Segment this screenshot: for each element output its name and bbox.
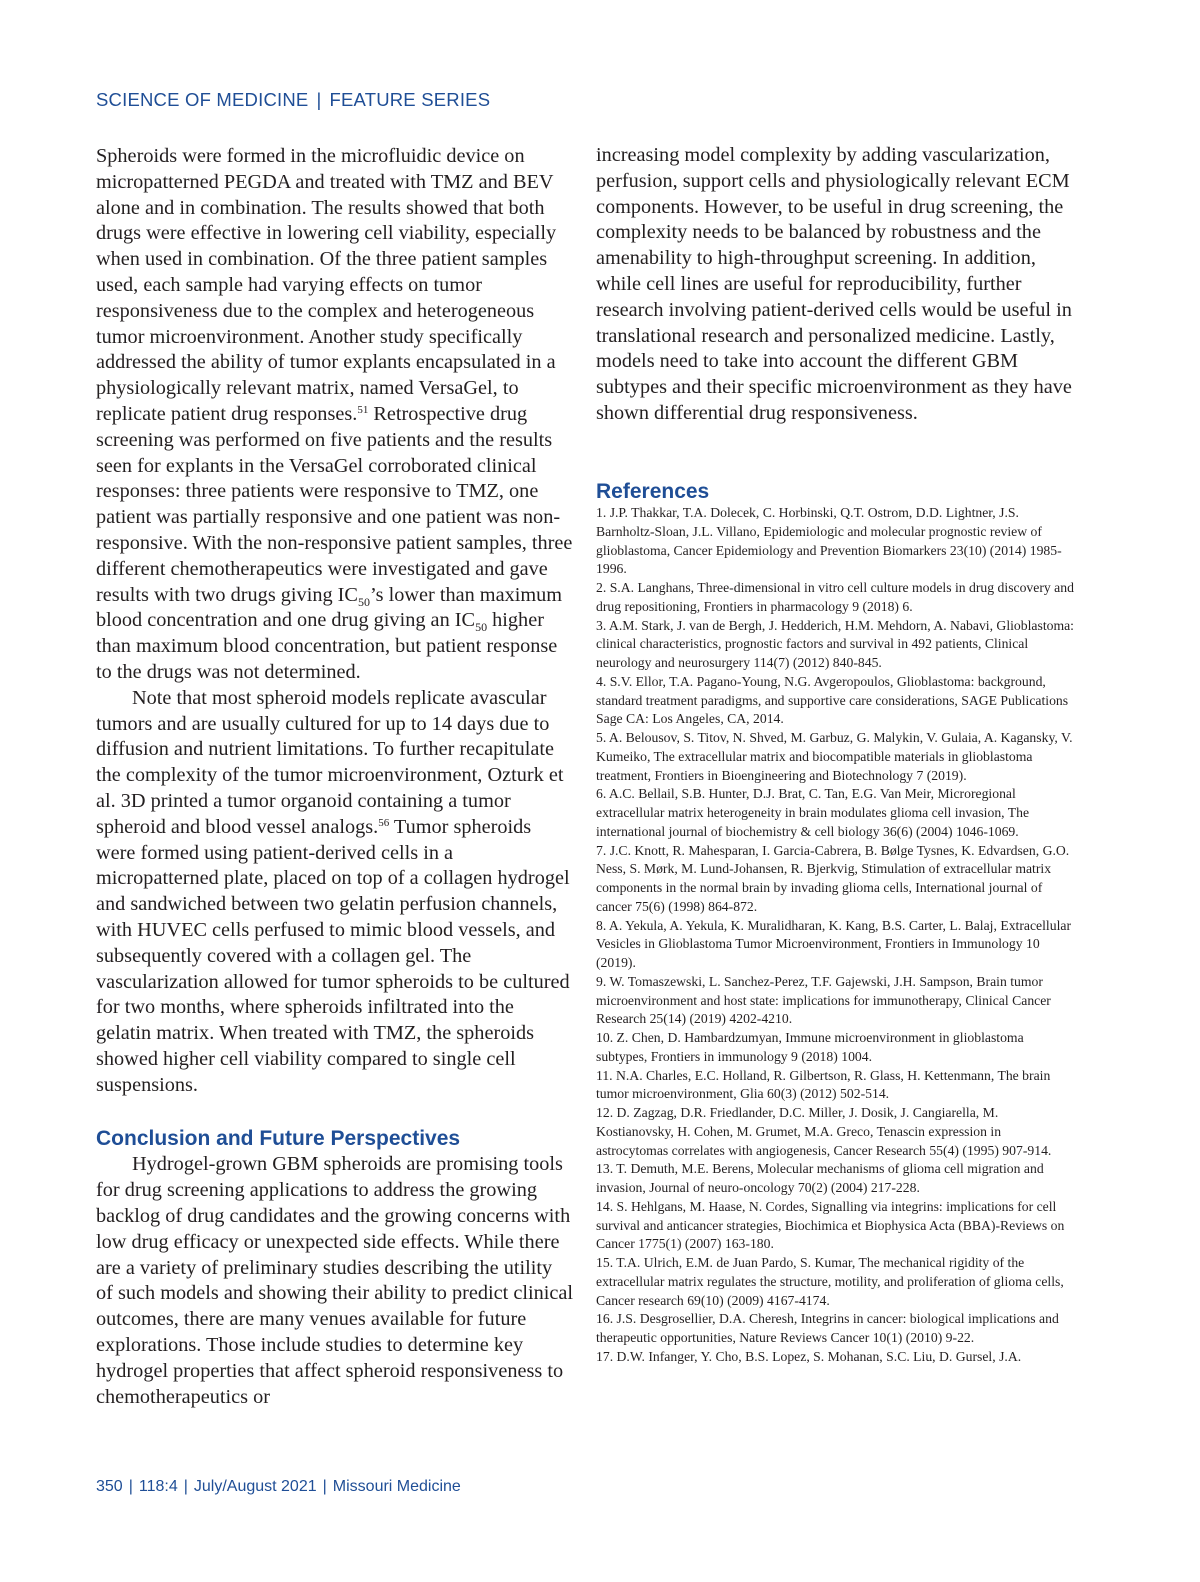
header-series: FEATURE SERIES — [329, 89, 491, 110]
reference-item: 17. D.W. Infanger, Y. Cho, B.S. Lopez, S. Mohanan, S.C. Liu, D. Gursel, J.A. — [596, 1348, 1022, 1364]
reference-item: 7. J.C. Knott, R. Mahesparan, I. Garcia-Cabrera, B. Bølge Tysnes, K. Edvardsen, G.O. Ness, S. Mørk, M. Lund-Johansen, R. Bjerkvig, Stimulation of extracellular matrix components in the normal brain by invading glioma cells, International journal of cancer 75(6) (1998) 864-872. — [596, 842, 1070, 914]
page-number: 350 — [96, 1478, 123, 1495]
body-text: Spheroids were formed in the microfluidic device on micropatterned PEGDA and treated with TMZ and BEV alone and in combination. The results showed that both drugs were effective in lowering cell viability, especially when used in combination. Of the three patient samples used, each sample had varying effects on tumor responsiveness due to the complex and heterogeneous tumor microenvironment. Another study specifically addressed the ability of tumor explants encapsulated in a physiologically relevant matrix, named VersaGel, to replicate patient drug responses. — [96, 145, 557, 425]
body-text: ’s lower than maximum blood concentration and one drug giving an IC — [96, 583, 563, 632]
conclusion-heading: Conclusion and Future Perspectives — [96, 1127, 461, 1151]
references-list — [596, 504, 1076, 1367]
paragraph-conclusion: Hydrogel-grown GBM spheroids are promising tools for drug screening applications to address the growing backlog of drug candidates and the growing concerns with low drug efficacy or unexpected side effects. While there are a variety of preliminary studies describing the utility of such models and showing their ability to predict clinical outcomes, there are many venues available for future explorations. Those include studies to determine key hydrogel properties that affect spheroid responsiveness to chemotherapeutics or — [96, 1153, 574, 1408]
body-text: Note that most spheroid models replicate avascular tumors and are usually cultured for up to 14 days due to diffusion and nutrient limitations. To further recapitulate the complexity of the tumor microenvironment, Ozturk et al. 3D printed a tumor organoid containing a tumor spheroid and blood vessel analogs. — [96, 686, 564, 838]
footer-separator: | — [128, 1478, 133, 1495]
reference-item: 1. J.P. Thakkar, T.A. Dolecek, C. Horbinski, Q.T. Ostrom, D.D. Lightner, J.S. Barnholtz-Sloan, J.L. Villano, Epidemiologic and molecular prognostic review of glioblastoma, Cancer Epidemiology and Prevention Biomarkers 23(10) (2014) 1985-1996. — [596, 505, 1062, 577]
reference-item: 9. W. Tomaszewski, L. Sanchez-Perez, T.F. Gajewski, J.H. Sampson, Brain tumor microenvironment and host state: implications for immunotherapy, Clinical Cancer Research 25(14) (2019) 4202-4210. — [596, 973, 1051, 1027]
reference-item: 16. J.S. Desgrosellier, D.A. Cheresh, Integrins in cancer: biological implications and therapeutic opportunities, Nature Reviews Cancer 10(1) (2010) 9-22. — [596, 1311, 1059, 1345]
paragraph-spheroids — [96, 144, 574, 686]
left-column — [96, 144, 574, 1410]
reference-item: 4. S.V. Ellor, T.A. Pagano-Young, N.G. Avgeropoulos, Glioblastoma: background, standard treatment paradigms, and supportive care considerations, SAGE Publications Sage CA: Los Angeles, CA, 2014. — [596, 673, 1069, 727]
body-text: Tumor spheroids were formed using patient-derived cells in a micropatterned plate, placed on top of a collagen hydrogel and sandwiched between two gelatin perfusion channels, with HUVEC cells perfused to mimic blood vessels, and subsequently covered with a collagen gel. The vascularization allowed for tumor spheroids to be cultured for two months, where spheroids infiltrated into the gelatin matrix. When treated with TMZ, the spheroids showed higher cell viability compared to single cell suspensions. — [96, 815, 570, 1096]
references-heading: References — [596, 480, 710, 503]
issue-number: 118:4 — [138, 1478, 178, 1495]
header-separator: | — [316, 89, 322, 110]
footer-separator: | — [183, 1478, 188, 1495]
issue-date: July/August 2021 — [193, 1478, 317, 1495]
reference-item: 13. T. Demuth, M.E. Berens, Molecular mechanisms of glioma cell migration and invasion, Journal of neuro-oncology 70(2) (2004) 217-228. — [596, 1161, 1044, 1195]
footer-separator: | — [322, 1478, 327, 1495]
right-column — [596, 143, 1074, 427]
subscript-50: 50 — [357, 594, 370, 609]
page-footer — [96, 1478, 461, 1496]
reference-item: 3. A.M. Stark, J. van de Bergh, J. Hedderich, H.M. Mehdorn, A. Nabavi, Glioblastoma: clinical characteristics, prognostic factors and survival in 492 patients, Clinical neurology and neurosurgery 114(7) (2012) 840-845. — [596, 617, 1074, 670]
reference-item: 2. S.A. Langhans, Three-dimensional in vitro cell culture models in drug discovery and drug repositioning, Frontiers in pharmacology 9 (2018) 6. — [596, 580, 1074, 614]
citation-56: 56 — [378, 816, 390, 829]
paragraph-avascular — [96, 686, 574, 1099]
reference-item: 11. N.A. Charles, E.C. Holland, R. Gilbertson, R. Glass, H. Kettenmann, The brain tumor microenvironment, Glia 60(3) (2012) 502-514. — [596, 1067, 1051, 1102]
citation-51: 51 — [357, 403, 369, 416]
reference-item: 14. S. Hehlgans, M. Haase, N. Cordes, Signalling via integrins: implications for cell survival and anticancer strategies, Biochimica et Biophysica Acta (BBA)-Reviews on Cancer 1775(1) (2007) 163-180. — [596, 1198, 1065, 1252]
header-section: SCIENCE OF MEDICINE — [96, 89, 309, 110]
reference-item: 6. A.C. Bellail, S.B. Hunter, D.J. Brat, C. Tan, E.G. Van Meir, Microregional extracellular matrix heterogeneity in brain modulates glioma cell invasion, The international journal of biochemistry & cell biology 36(6) (2004) 1046-1069. — [596, 786, 1030, 839]
body-text: higher than maximum blood concentration, but patient response to the drugs was not determined. — [96, 609, 558, 683]
reference-item: 12. D. Zagzag, D.R. Friedlander, D.C. Miller, J. Dosik, J. Cangiarella, M. Kostianovsky, H. Cohen, M. Grumet, M.A. Greco, Tenascin expression in astrocytomas correlates with angiogenesis, Cancer Research 55(4) (1995) 907-914. — [596, 1105, 1052, 1158]
reference-item: 10. Z. Chen, D. Hambardzumyan, Immune microenvironment in glioblastoma subtypes, Frontiers in immunology 9 (2018) 1004. — [596, 1030, 1024, 1064]
subscript-50: 50 — [475, 620, 488, 635]
reference-item: 5. A. Belousov, S. Titov, N. Shved, M. Garbuz, G. Malykin, V. Gulaia, A. Kagansky, V. Kumeiko, The extracellular matrix and biocompatible materials in glioblastoma treatment, Frontiers in Bioengineering and Biotechnology 7 (2019). — [596, 730, 1073, 783]
reference-item: 8. A. Yekula, A. Yekula, K. Muralidharan, K. Kang, B.S. Carter, L. Balaj, Extracellular Vesicles in Glioblastoma Tumor Microenvironment, Frontiers in Immunology 10 (2019). — [596, 917, 1072, 970]
journal-name: Missouri Medicine — [332, 1478, 461, 1495]
body-text: Retrospective drug screening was performed on five patients and the results seen for explants in the VersaGel corroborated clinical responses: three patients were responsive to TMZ, one patient was partially responsive and one patient was non-responsive. With the non-responsive patient samples, three different chemotherapeutics were investigated and gave results with two drugs giving IC — [96, 402, 573, 606]
running-header — [96, 89, 490, 111]
paragraph-complexity: increasing model complexity by adding vascularization, perfusion, support cells and physiologically relevant ECM components. However, to be useful in drug screening, the complexity needs to be balanced by robustness and the amenability to high-throughput screening. In addition, while cell lines are useful for reproducibility, further research involving patient-derived cells would be useful in translational research and personalized medicine. Lastly, models need to take into account the different GBM subtypes and their specific microenvironment as they have shown differential drug responsiveness. — [596, 144, 1072, 424]
reference-item: 15. T.A. Ulrich, E.M. de Juan Pardo, S. Kumar, The mechanical rigidity of the extracellular matrix regulates the structure, motility, and proliferation of glioma cells, Cancer research 69(10) (2009) 4167-4174. — [596, 1255, 1064, 1308]
